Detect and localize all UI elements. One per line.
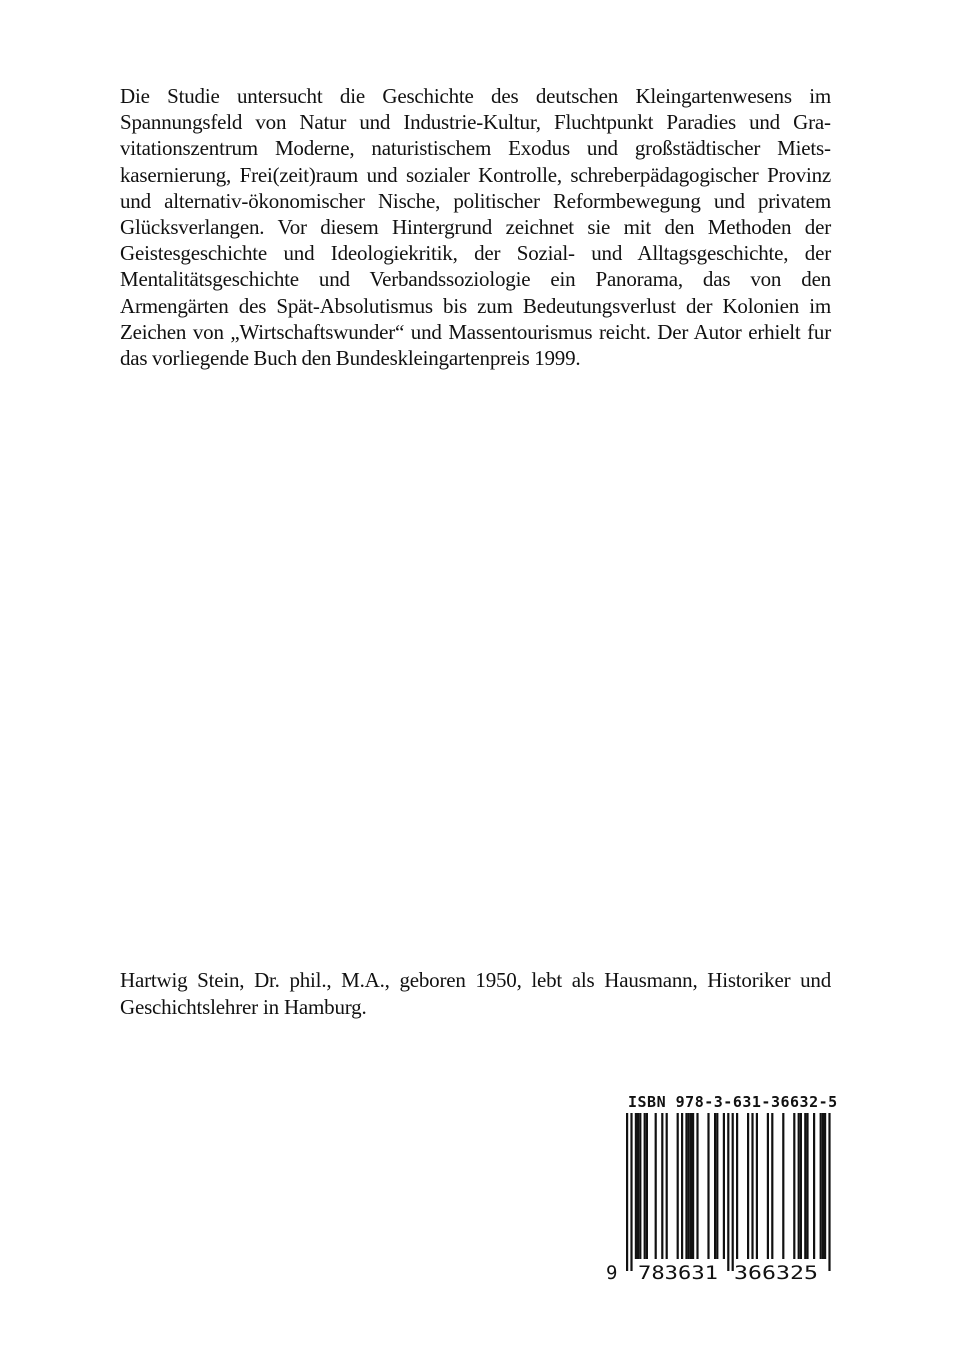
author-bio: Hartwig Stein, Dr. phil., M.A., geboren 1950, lebt als Hausmann, Historiker und Geschichtslehrer in Hamburg. bbox=[120, 968, 831, 1019]
barcode-bar bbox=[767, 1113, 769, 1259]
barcode-bar bbox=[666, 1113, 668, 1259]
barcode-bar bbox=[736, 1113, 738, 1259]
barcode-bar bbox=[677, 1113, 679, 1259]
barcode-bar bbox=[751, 1113, 753, 1259]
barcode-bar bbox=[707, 1113, 709, 1259]
barcode-bar bbox=[655, 1113, 657, 1259]
blurb-text: Die Studie untersucht die Geschichte des deutschen Kleingartenwesens im Spannungsfeld von Natur und Industrie-Kultur, Fluchtpunkt Paradies und Gravitationszentrum Moderne, naturistischem Exodus und großstädtischer Mietskasernierung, Frei(zeit)raum und sozialer Kontrolle, schreberpädagogischer Provinz und alternativ-ökonomischer Nische, politischer Reformbewegung und privatem Glücksverlangen. Vor diesem Hintergrund zeichnet sie mit den Methoden der Geistesgeschichte und Ideologiekritik, der Sozial- und Alltagsgeschichte, der Mentalitätsgeschichte und Verbandssoziologie ein Panorama, das von den Armengärten des Spät-Absolutismus bis zum Bedeutungsverlust der Kolonien im Zeichen von „Wirtschaftswunder“ und Massentourismus reicht. Der Autor erhielt fur das vorliegende Buch den Bundeskleingartenpreis 1999. bbox=[120, 84, 831, 371]
barcode-bar bbox=[820, 1113, 822, 1259]
barcode-bar bbox=[716, 1113, 718, 1259]
barcode-bar bbox=[798, 1113, 800, 1259]
isbn-barcode bbox=[604, 1093, 838, 1283]
barcode-bar bbox=[635, 1113, 637, 1259]
barcode-bar bbox=[692, 1113, 694, 1259]
barcode-bar bbox=[756, 1113, 758, 1259]
barcode-bar bbox=[782, 1113, 784, 1259]
ean-right-group: 366325 bbox=[734, 1262, 818, 1283]
barcode-guard-bar bbox=[828, 1113, 830, 1271]
barcode-guard-bar bbox=[732, 1113, 734, 1271]
barcode-bar bbox=[644, 1113, 646, 1259]
ean-left-group: 783631 bbox=[638, 1262, 718, 1283]
bars-group bbox=[626, 1113, 832, 1271]
barcode-bar bbox=[637, 1113, 639, 1259]
barcode-bar bbox=[771, 1113, 773, 1259]
barcode-bar bbox=[646, 1113, 648, 1259]
barcode-bar bbox=[822, 1113, 824, 1259]
barcode-bar bbox=[806, 1113, 808, 1259]
barcode-bar bbox=[747, 1113, 749, 1259]
barcode-guard-bar bbox=[630, 1113, 632, 1271]
barcode-bar bbox=[685, 1113, 687, 1259]
barcode-bar bbox=[813, 1113, 815, 1259]
barcode-guard-bar bbox=[626, 1113, 628, 1271]
barcode-bar bbox=[714, 1113, 716, 1259]
barcode-bar bbox=[793, 1113, 795, 1259]
barcode-bar bbox=[681, 1113, 683, 1259]
barcode-bar bbox=[723, 1113, 725, 1259]
barcode-bar bbox=[696, 1113, 698, 1259]
ean-first-digit: 9 bbox=[606, 1262, 618, 1283]
barcode-bar bbox=[639, 1113, 641, 1259]
barcode-bar bbox=[824, 1113, 826, 1259]
barcode-bar bbox=[661, 1113, 663, 1259]
barcode-bar bbox=[800, 1113, 802, 1259]
barcode-guard-bar bbox=[727, 1113, 729, 1271]
isbn-label: ISBN 978-3-631-36632-5 bbox=[628, 1093, 838, 1111]
barcode-bars bbox=[604, 1111, 832, 1283]
barcode-bar bbox=[804, 1113, 806, 1259]
barcode-bar bbox=[690, 1113, 692, 1259]
barcode-bar bbox=[688, 1113, 690, 1259]
